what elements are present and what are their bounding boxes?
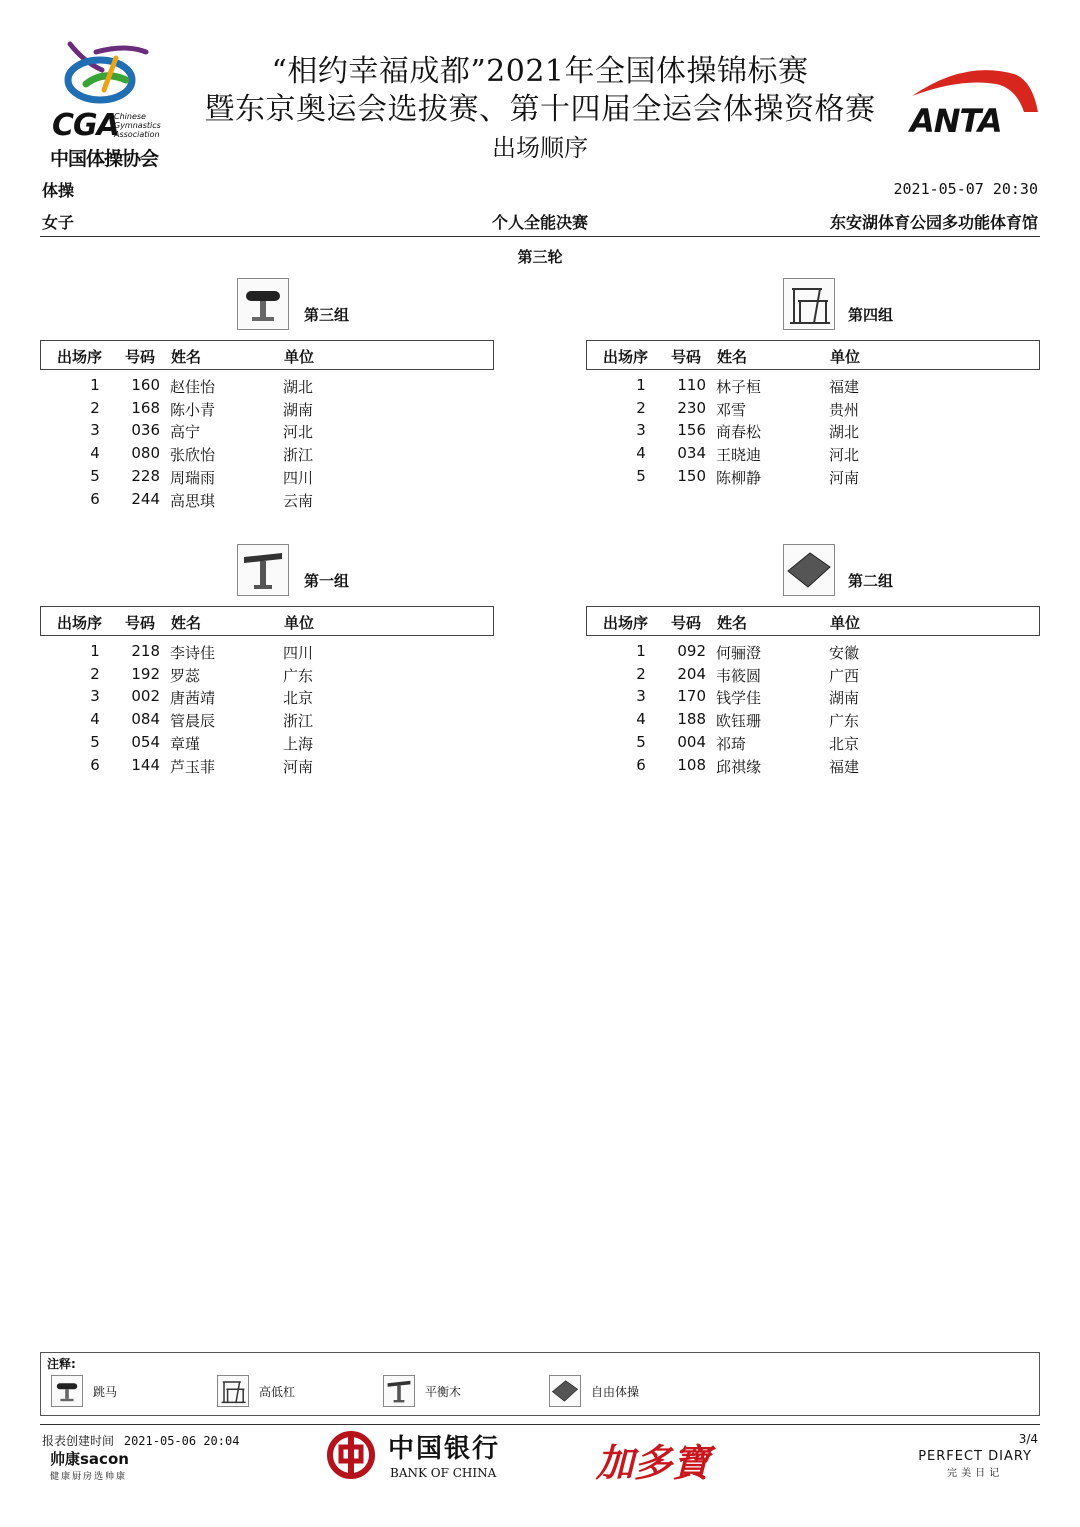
cell-order: 2 — [636, 664, 646, 683]
cell-name: 林子桓 — [716, 378, 762, 396]
cell-number: 170 — [677, 687, 706, 706]
cell-unit: 贵州 — [829, 400, 860, 419]
legend-label: 平衡木 — [425, 1385, 462, 1399]
cell-unit: 湖南 — [283, 400, 314, 419]
cell-name: 邓雪 — [716, 400, 747, 419]
table-row — [586, 733, 1038, 755]
round-label: 第三轮 — [517, 248, 563, 266]
cell-number: 244 — [131, 489, 160, 508]
uneven-bars-icon — [783, 278, 835, 330]
cell-unit: 湖南 — [829, 689, 860, 708]
sacon-logo: 帅康sacon 健康厨房选帅康 — [50, 1450, 129, 1482]
cell-unit: 浙江 — [283, 446, 314, 465]
page-number: 3/4 — [1018, 1432, 1038, 1446]
event-label: 个人全能决赛 — [491, 213, 588, 232]
datetime-label: 2021-05-07 20:30 — [893, 180, 1038, 198]
perfect-diary-logo: PERFECT DIARY 完美日记 — [918, 1449, 1032, 1479]
cell-name: 韦筱圆 — [716, 666, 762, 685]
cell-unit: 河北 — [283, 423, 314, 442]
cell-number: 080 — [131, 444, 160, 463]
cell-order: 5 — [90, 466, 100, 485]
table-row — [40, 642, 492, 664]
table-row — [586, 467, 1038, 489]
group-name: 第四组 — [848, 306, 894, 324]
floor-exercise-icon — [783, 544, 835, 596]
cell-order: 4 — [636, 710, 646, 729]
table-row — [40, 687, 492, 709]
cell-number: 168 — [131, 398, 160, 417]
group-name: 第一组 — [304, 572, 350, 590]
table-row — [40, 399, 492, 421]
col-name: 姓名 — [171, 614, 202, 632]
cell-number: 156 — [677, 421, 706, 440]
cell-number: 092 — [677, 642, 706, 660]
cell-name: 管晨辰 — [170, 712, 216, 731]
jiaduobao-logo: 加多寶 — [596, 1440, 711, 1485]
table-row — [40, 421, 492, 443]
cga-en-name: Chinese Gymnastics Association — [114, 112, 161, 139]
cell-order: 6 — [90, 755, 100, 774]
group-name: 第三组 — [304, 306, 350, 324]
table-row — [586, 756, 1038, 778]
table-row — [586, 444, 1038, 466]
col-number: 号码 — [671, 614, 702, 632]
footer-divider — [40, 1424, 1040, 1425]
cell-order: 1 — [636, 376, 646, 394]
cell-number: 002 — [131, 687, 160, 706]
table-row — [40, 733, 492, 755]
gender-label: 女子 — [42, 213, 75, 232]
cell-number: 036 — [131, 421, 160, 440]
cell-unit: 河北 — [829, 446, 860, 465]
uneven-bars-icon — [217, 1375, 249, 1407]
col-order: 出场序 — [57, 348, 103, 366]
cell-order: 2 — [636, 398, 646, 417]
cell-order: 4 — [636, 444, 646, 463]
cell-order: 4 — [90, 710, 100, 729]
cell-order: 2 — [90, 398, 100, 417]
table-row — [586, 399, 1038, 421]
cell-order: 3 — [90, 687, 100, 706]
balance-beam-icon — [237, 544, 289, 596]
table-row — [586, 665, 1038, 687]
col-unit: 单位 — [830, 614, 861, 632]
cell-number: 204 — [677, 664, 706, 683]
cell-name: 周瑞雨 — [170, 468, 216, 487]
cell-number: 110 — [677, 376, 706, 394]
created-time: 报表创建时间 2021-05-06 20:04 — [42, 1434, 240, 1448]
cell-unit: 湖北 — [283, 378, 314, 396]
cell-unit: 河南 — [283, 757, 314, 776]
legend-title: 注释: — [47, 1357, 76, 1371]
cell-name: 邱祺缘 — [716, 757, 762, 776]
vault-icon — [51, 1375, 83, 1407]
table-header — [40, 606, 494, 636]
table-row — [40, 467, 492, 489]
cell-unit: 湖北 — [829, 423, 860, 442]
cell-name: 高宁 — [170, 423, 201, 442]
cell-order: 6 — [90, 489, 100, 508]
cell-order: 4 — [90, 444, 100, 463]
cell-name: 赵佳怡 — [170, 378, 216, 396]
table-row — [40, 665, 492, 687]
table-row — [586, 687, 1038, 709]
cell-unit: 浙江 — [283, 712, 314, 731]
bank-of-china-logo: 中国银行 BANK OF CHINA — [326, 1428, 516, 1484]
cell-unit: 福建 — [829, 757, 860, 776]
cell-order: 1 — [636, 642, 646, 660]
cell-order: 2 — [90, 664, 100, 683]
group-name: 第二组 — [848, 572, 894, 590]
cell-order: 3 — [636, 687, 646, 706]
legend-box — [40, 1352, 1040, 1416]
cell-unit: 广东 — [283, 666, 314, 685]
table-row — [40, 756, 492, 778]
cell-name: 罗蕊 — [170, 666, 201, 685]
cell-order: 3 — [636, 421, 646, 440]
cell-name: 钱学佳 — [716, 689, 762, 708]
cell-name: 唐茜靖 — [170, 689, 216, 708]
table-row — [40, 444, 492, 466]
cell-unit: 河南 — [829, 468, 860, 487]
cell-unit: 广西 — [829, 666, 860, 685]
table-row — [40, 710, 492, 732]
col-number: 号码 — [671, 348, 702, 366]
cell-order: 5 — [636, 732, 646, 751]
cell-name: 何骊澄 — [716, 644, 762, 662]
cell-unit: 四川 — [283, 644, 314, 662]
cell-unit: 北京 — [283, 689, 314, 708]
table-header — [586, 340, 1040, 370]
cell-number: 192 — [131, 664, 160, 683]
cell-name: 张欣怡 — [170, 446, 216, 465]
cell-name: 欧钰珊 — [716, 712, 762, 731]
col-name: 姓名 — [171, 348, 202, 366]
table-row — [586, 376, 1038, 398]
cell-number: 150 — [677, 466, 706, 485]
cell-unit: 广东 — [829, 712, 860, 731]
cell-order: 5 — [636, 466, 646, 485]
cell-number: 160 — [131, 376, 160, 394]
cell-number: 004 — [677, 732, 706, 751]
cell-unit: 安徽 — [829, 644, 860, 662]
cell-order: 1 — [90, 376, 100, 394]
cell-number: 084 — [131, 710, 160, 729]
cell-order: 6 — [636, 755, 646, 774]
cell-order: 5 — [90, 732, 100, 751]
col-unit: 单位 — [830, 348, 861, 366]
cell-number: 230 — [677, 398, 706, 417]
col-number: 号码 — [125, 614, 156, 632]
col-order: 出场序 — [57, 614, 103, 632]
table-row — [586, 710, 1038, 732]
cell-unit: 福建 — [829, 378, 860, 396]
table-header — [40, 340, 494, 370]
cell-name: 陈小青 — [170, 400, 216, 419]
cell-number: 144 — [131, 755, 160, 774]
title-line-1: “相约幸福成都”2021年全国体操锦标赛 — [271, 54, 809, 89]
legend-label: 高低杠 — [259, 1385, 296, 1399]
cell-name: 陈柳静 — [716, 468, 762, 487]
cell-name: 章瑾 — [170, 734, 201, 753]
table-row — [586, 421, 1038, 443]
table-row — [40, 490, 492, 512]
cell-unit: 上海 — [283, 734, 314, 753]
venue-label: 东安湖体育公园多功能体育馆 — [829, 213, 1038, 232]
cell-name: 李诗佳 — [170, 644, 216, 662]
cell-name: 芦玉菲 — [170, 757, 216, 776]
cell-order: 1 — [90, 642, 100, 660]
cell-unit: 四川 — [283, 468, 314, 487]
title-line-3: 出场顺序 — [492, 134, 588, 162]
col-number: 号码 — [125, 348, 156, 366]
cell-unit: 云南 — [283, 491, 314, 510]
sport-label: 体操 — [42, 181, 75, 200]
cell-name: 王晓迪 — [716, 446, 762, 465]
vault-icon — [237, 278, 289, 330]
col-name: 姓名 — [717, 614, 748, 632]
balance-beam-icon — [383, 1375, 415, 1407]
cell-name: 商春松 — [716, 423, 762, 442]
col-order: 出场序 — [603, 614, 649, 632]
cell-number: 108 — [677, 755, 706, 774]
cell-name: 高思琪 — [170, 491, 216, 510]
table-header — [586, 606, 1040, 636]
col-name: 姓名 — [717, 348, 748, 366]
legend-label: 跳马 — [93, 1385, 118, 1399]
col-unit: 单位 — [284, 348, 315, 366]
cell-number: 188 — [677, 710, 706, 729]
col-order: 出场序 — [603, 348, 649, 366]
legend-label: 自由体操 — [591, 1385, 640, 1399]
cell-name: 祁琦 — [716, 734, 747, 753]
header-divider — [40, 236, 1040, 237]
anta-logo — [904, 66, 1044, 146]
title-line-2: 暨东京奥运会选拔赛、第十四届全运会体操资格赛 — [204, 92, 876, 127]
cga-cn-name: 中国体操协会 — [50, 148, 159, 170]
boc-emblem-icon — [326, 1430, 376, 1480]
floor-exercise-icon — [549, 1375, 581, 1407]
table-row — [40, 376, 492, 398]
cell-number: 228 — [131, 466, 160, 485]
cga-abbr: CGA — [52, 108, 119, 143]
cell-number: 054 — [131, 732, 160, 751]
table-row — [586, 642, 1038, 664]
anta-wordmark: ANTA — [910, 102, 1002, 140]
col-unit: 单位 — [284, 614, 315, 632]
cell-unit: 北京 — [829, 734, 860, 753]
cell-order: 3 — [90, 421, 100, 440]
cell-number: 034 — [677, 444, 706, 463]
cell-number: 218 — [131, 642, 160, 660]
